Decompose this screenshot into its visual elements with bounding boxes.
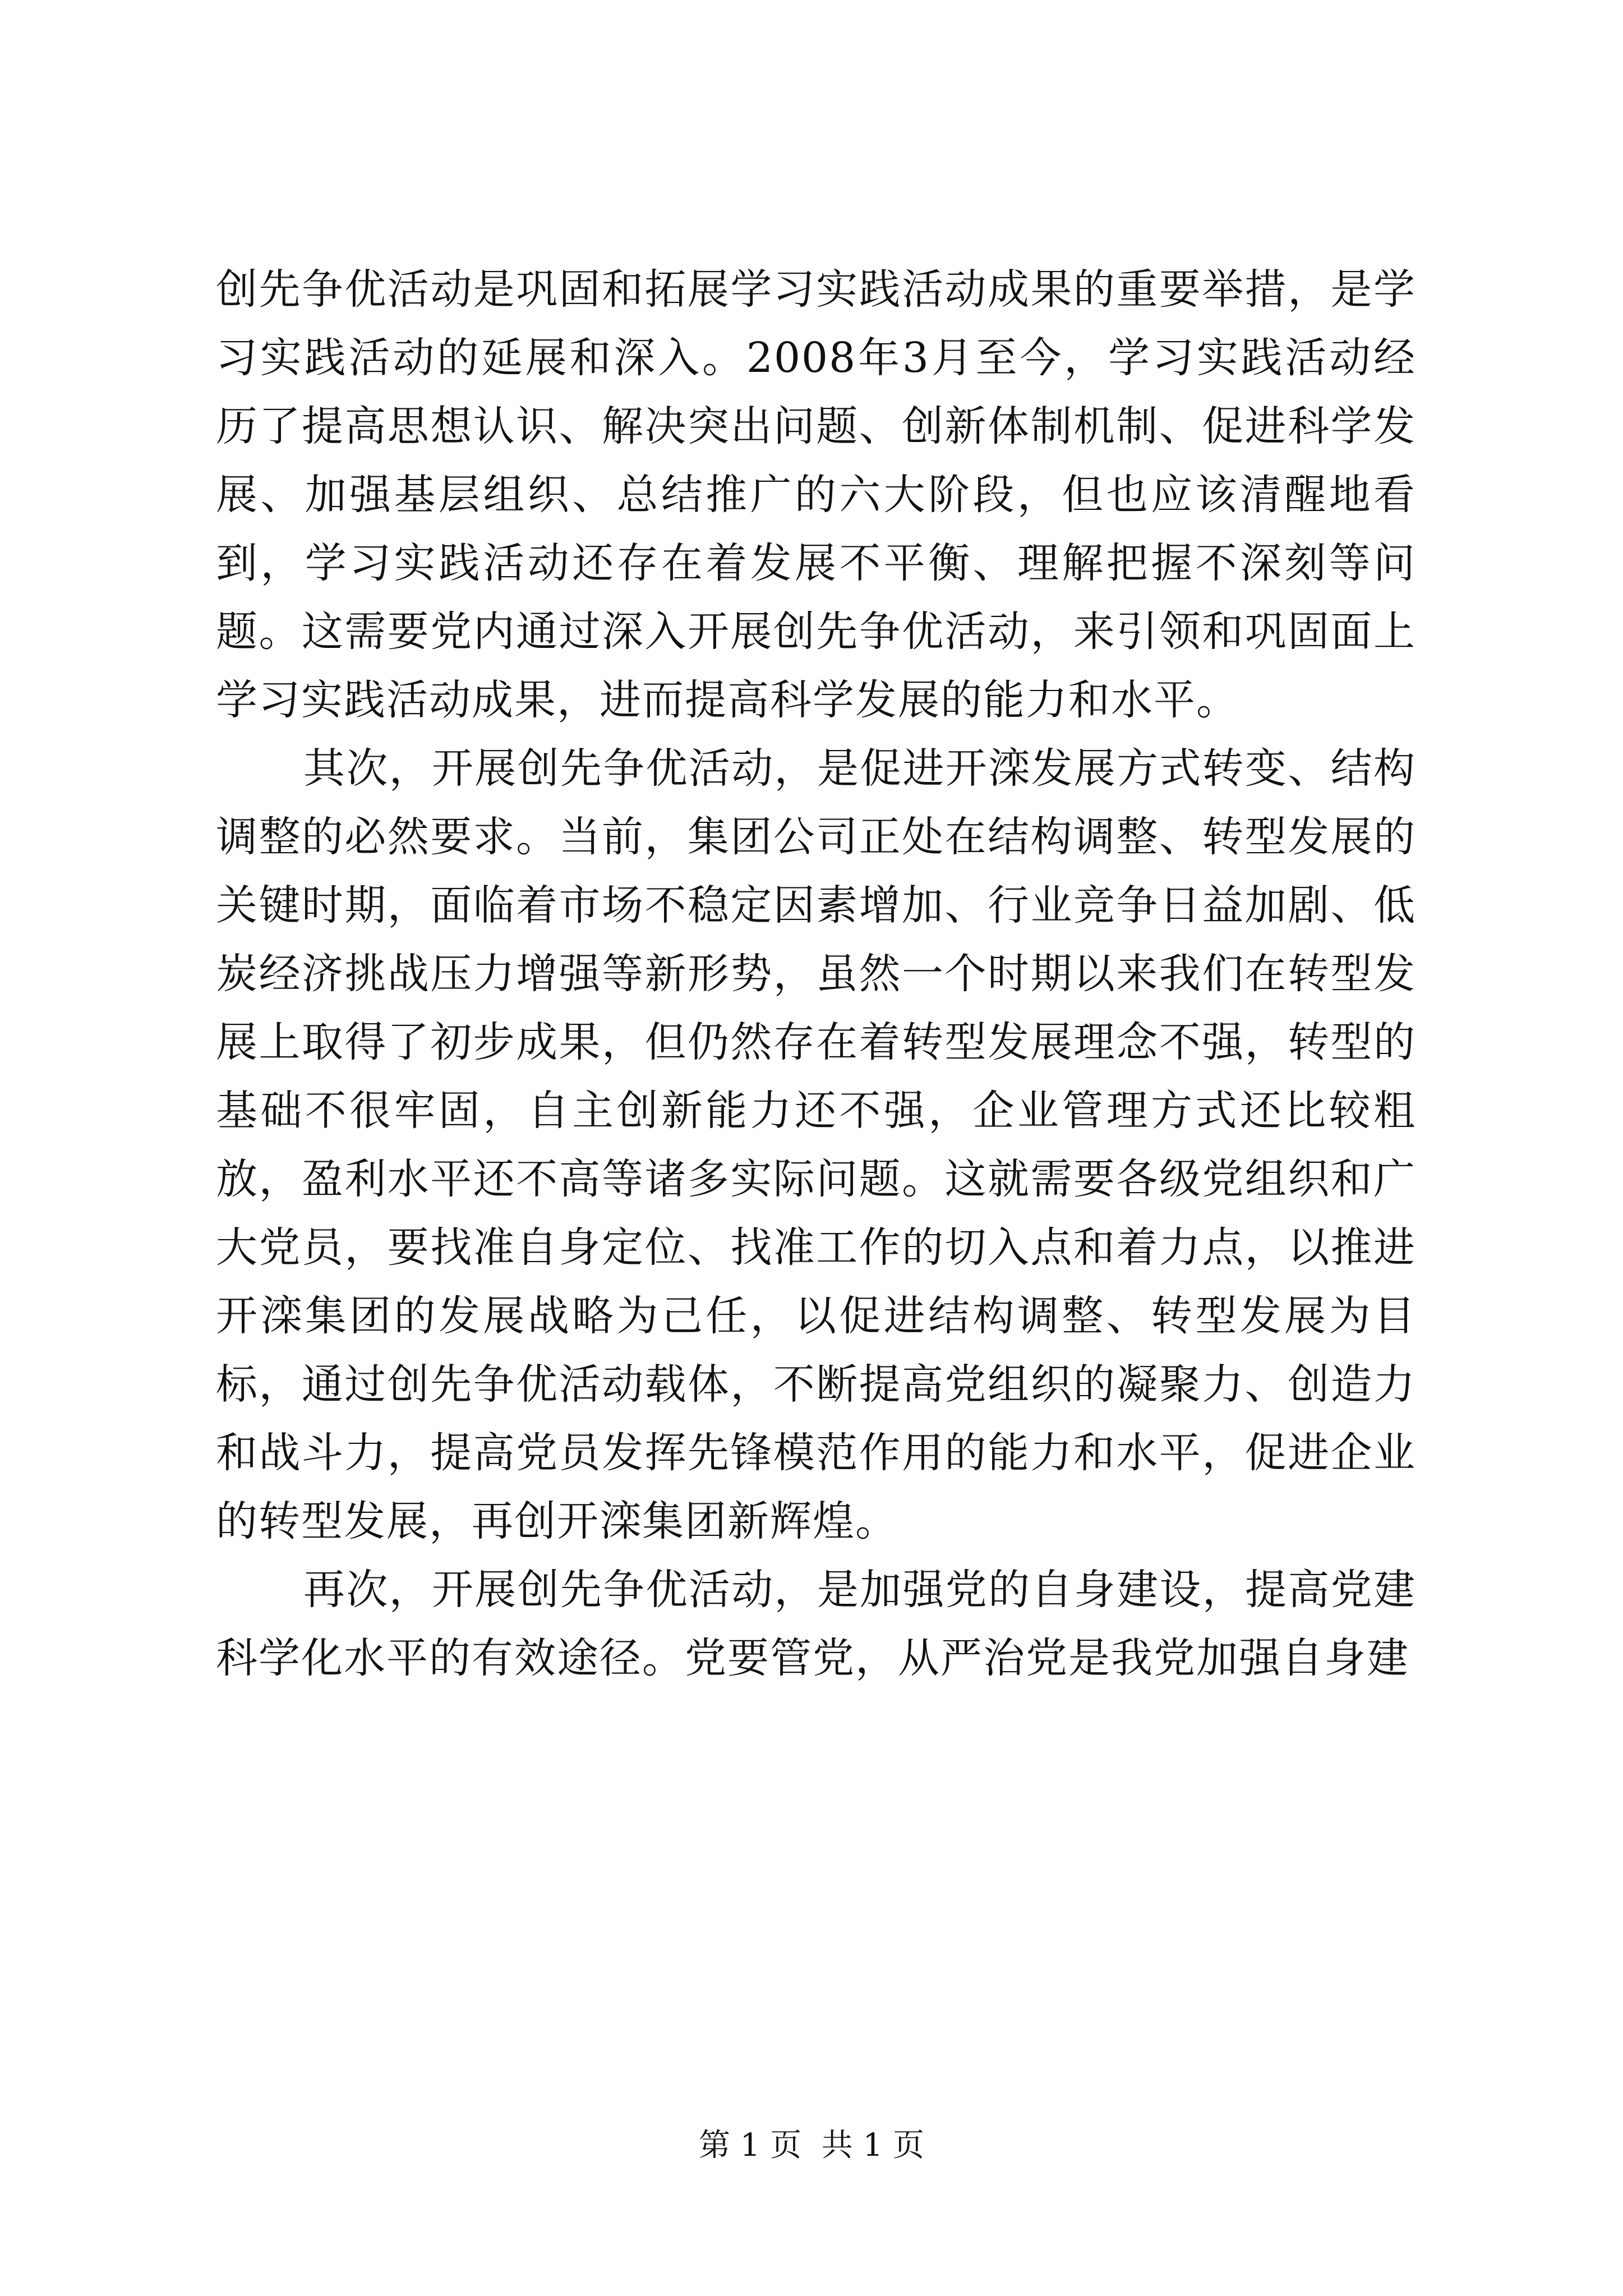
paragraph-1: 创先争优活动是巩固和拓展学习实践活动成果的重要举措，是学习实践活动的延展和深入。2008年3月至今，学习实践活动经历了提高思想认识、解决突出问题、创新体制机制、促进科学发展、加强基层组织、总结推广的六大阶段，但也应该清醒地看到，学习实践活动还存在着发展不平衡、理解把握不深刻等问题。这需要党内通过深入开展创先争优活动，来引领和巩固面上学习实践活动成果，进而提高科学发展的能力和水平。 xyxy=(216,265,1416,724)
page-footer xyxy=(0,2126,1623,2165)
page-number-label: 第 1 页 共 1 页 xyxy=(698,2127,925,2164)
paragraph-2: 其次，开展创先争优活动，是促进开滦发展方式转变、结构调整的必然要求。当前，集团公司正处在结构调整、转型发展的关键时期，面临着市场不稳定因素增加、行业竞争日益加剧、低炭经济挑战压力增强等新形势，虽然一个时期以来我们在转型发展上取得了初步成果，但仍然存在着转型发展理念不强，转型的基础不很牢固，自主创新能力还不强，企业管理方式还比较粗放，盈利水平还不高等诸多实际问题。这就需要各级党组织和广大党员，要找准自身定位、找准工作的切入点和着力点，以推进开滦集团的发展战略为己任，以促进结构调整、转型发展为目标，通过创先争优活动载体，不断提高党组织的凝聚力、创造力和战斗力，提高党员发挥先锋模范作用的能力和水平，促进企业的转型发展，再创开滦集团新辉煌。 xyxy=(216,744,1416,1545)
paragraph-3: 再次，开展创先争优活动，是加强党的自身建设，提高党建科学化水平的有效途径。党要管党，从严治党是我党加强自身建 xyxy=(216,1566,1416,1682)
document-body xyxy=(216,255,1416,1692)
